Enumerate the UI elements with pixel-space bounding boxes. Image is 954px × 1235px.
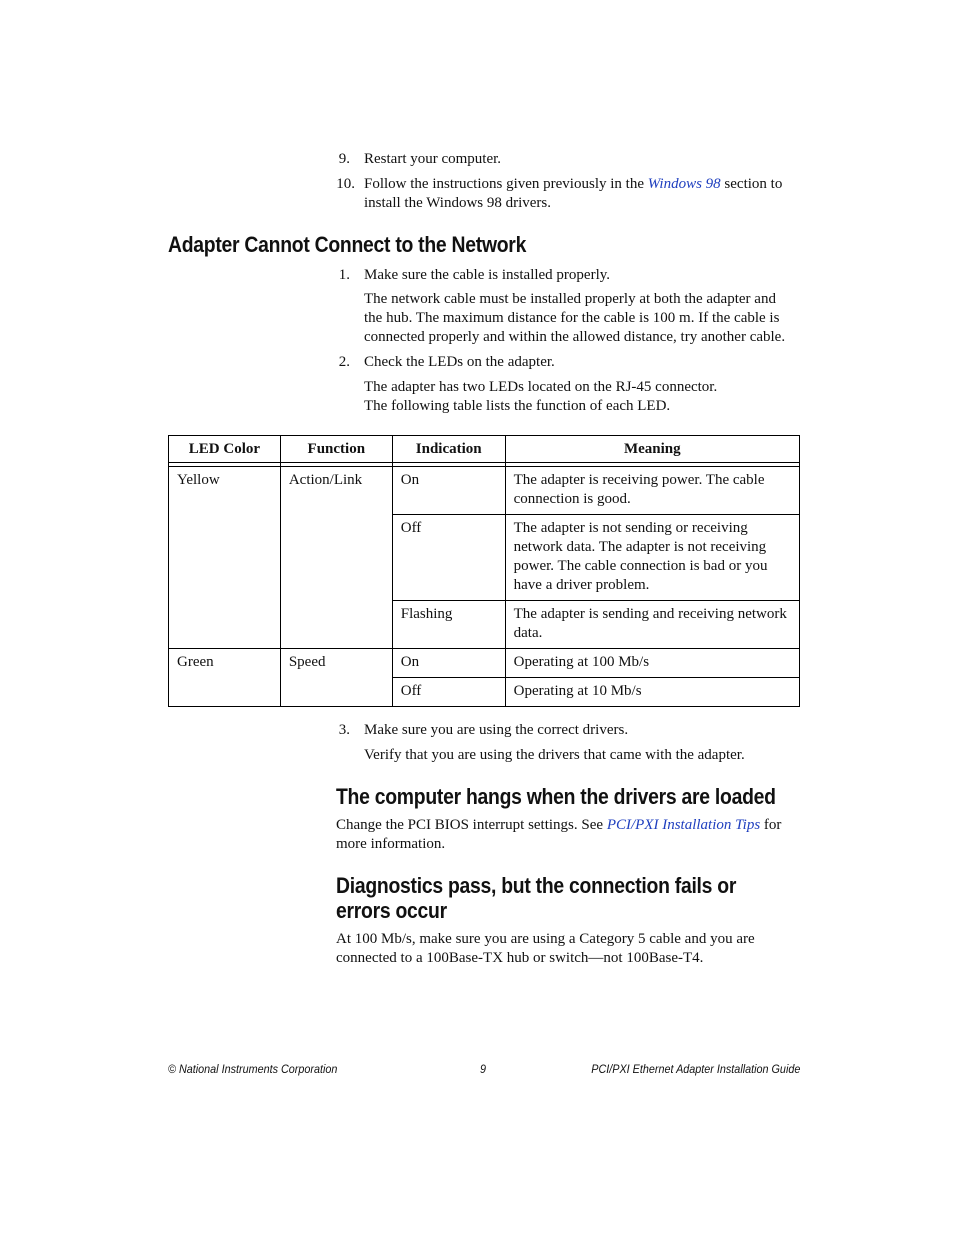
list-item-text-line2: install the Windows 98 drivers. [364, 195, 552, 211]
footer-left: © National Instruments Corporation [168, 1062, 338, 1076]
paragraph-line: The network cable must be installed properly at both the adapter and [364, 291, 776, 307]
paragraph [336, 930, 755, 968]
column-header: Indication [392, 436, 505, 463]
subsection-heading: The computer hangs when the drivers are loaded [336, 784, 776, 809]
cell-function: Speed [280, 649, 392, 707]
list-number: 9. [338, 151, 350, 167]
table-header-row [169, 436, 800, 463]
heading-line: errors occur [336, 898, 447, 923]
cell-indication: Flashing [392, 601, 505, 649]
text-fragment: section to [720, 176, 783, 192]
table-row [169, 467, 800, 515]
cell-led-color: Yellow [169, 467, 281, 649]
list-number: 10. [336, 176, 355, 192]
cell-meaning: The adapter is sending and receiving network data. [505, 601, 799, 649]
paragraph-line: At 100 Mb/s, make sure you are using a Category 5 cable and you are [336, 931, 755, 947]
cell-indication: Off [392, 678, 505, 707]
section-heading: Adapter Cannot Connect to the Network [168, 232, 527, 257]
list-item-text: Restart your computer. [364, 151, 502, 167]
column-header: Function [280, 436, 392, 463]
paragraph-line: The adapter has two LEDs located on the RJ-45 connector. [364, 379, 718, 395]
text-fragment: Change the PCI BIOS interrupt settings. See [336, 817, 607, 833]
cell-meaning: Operating at 10 Mb/s [505, 678, 799, 707]
led-function-table [168, 435, 800, 707]
cell-led-color: Green [169, 649, 281, 707]
footer-right: PCI/PXI Ethernet Adapter Installation Guide [590, 1062, 800, 1076]
paragraph [336, 816, 781, 835]
cell-function: Action/Link [280, 467, 392, 649]
paragraph-line: the hub. The maximum distance for the cable is 100 m. If the cable is [364, 310, 780, 326]
paragraph [364, 378, 717, 416]
page-number: 9 [480, 1062, 487, 1076]
list-item-text: Make sure the cable is installed properly. [364, 267, 611, 283]
text-fragment: for [760, 817, 782, 833]
paragraph: Verify that you are using the drivers that came with the adapter. [364, 747, 745, 763]
column-header: Meaning [505, 436, 799, 463]
pci-pxi-installation-tips-link[interactable]: PCI/PXI Installation Tips [606, 817, 761, 833]
paragraph-line: connected properly and within the allowed distance, try another cable. [364, 329, 786, 345]
heading-line: Diagnostics pass, but the connection fails or [336, 873, 737, 898]
list-item-text: Check the LEDs on the adapter. [364, 354, 555, 370]
paragraph-line: The following table lists the function of each LED. [364, 398, 671, 414]
list-number: 1. [338, 267, 350, 283]
paragraph-line: connected to a 100Base-TX hub or switch—not 100Base-T4. [336, 950, 704, 966]
cell-meaning: The adapter is receiving power. The cable connection is good. [505, 467, 799, 515]
list-number: 2. [338, 354, 350, 370]
list-item-text: Make sure you are using the correct drivers. [364, 722, 629, 738]
list-number: 3. [338, 722, 350, 738]
text-fragment: Follow the instructions given previously in the [364, 176, 648, 192]
paragraph [364, 290, 785, 347]
table-row [169, 649, 800, 678]
cell-indication: On [392, 649, 505, 678]
cell-meaning: The adapter is not sending or receiving network data. The adapter is not receiving power. The cable connection is bad or you have a driver problem. [505, 515, 799, 601]
windows-98-link[interactable]: Windows 98 [647, 176, 721, 192]
subsection-heading [336, 873, 736, 923]
cell-meaning: Operating at 100 Mb/s [505, 649, 799, 678]
list-item-text [364, 175, 782, 194]
paragraph-line: more information. [336, 836, 446, 852]
cell-indication: On [392, 467, 505, 515]
column-header: LED Color [169, 436, 281, 463]
cell-indication: Off [392, 515, 505, 601]
